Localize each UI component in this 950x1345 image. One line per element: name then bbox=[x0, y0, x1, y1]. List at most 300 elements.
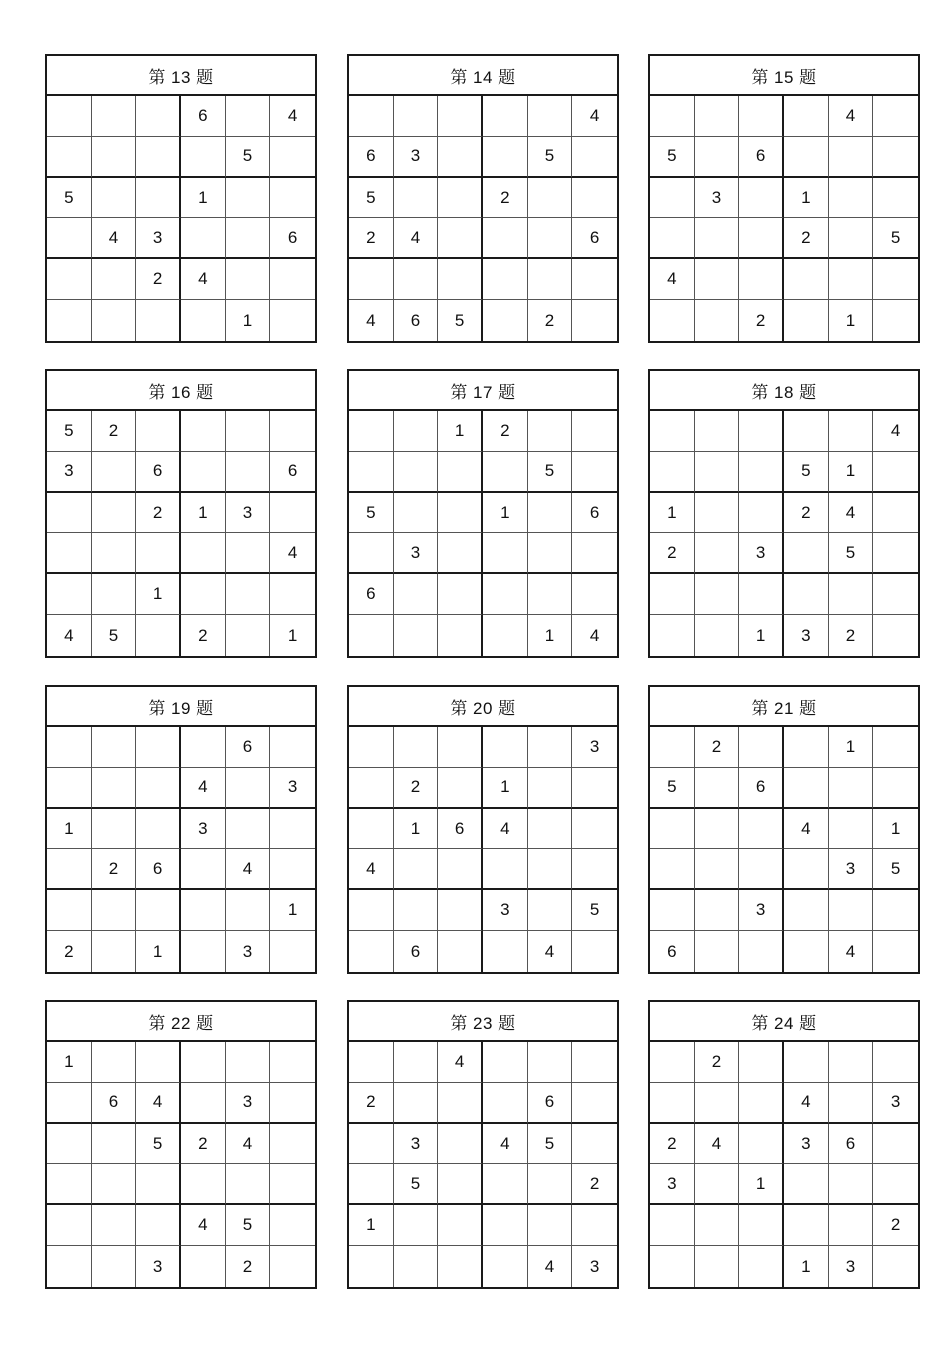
grid-cell: 2 bbox=[784, 493, 829, 534]
grid-cell: 4 bbox=[829, 493, 874, 534]
grid-cell: 2 bbox=[181, 615, 226, 656]
grid-cell bbox=[92, 96, 137, 137]
grid-cell bbox=[695, 849, 740, 890]
grid-cell bbox=[739, 809, 784, 850]
grid-cell: 4 bbox=[589, 625, 600, 645]
grid-cell: 1 bbox=[873, 809, 918, 850]
grid-cell bbox=[47, 493, 92, 534]
grid-cell bbox=[572, 452, 617, 493]
grid-cell bbox=[349, 96, 394, 137]
grid-cell bbox=[47, 1246, 92, 1287]
grid-cell bbox=[650, 411, 695, 452]
grid-cell bbox=[226, 218, 271, 259]
grid-cell bbox=[181, 411, 226, 452]
grid-cell: 4 bbox=[394, 218, 439, 259]
grid-cell bbox=[528, 96, 573, 137]
grid-cell bbox=[739, 452, 784, 493]
grid-cell bbox=[695, 218, 740, 259]
grid-cell bbox=[528, 218, 573, 259]
grid-cell bbox=[438, 493, 483, 534]
grid-cell bbox=[226, 96, 271, 137]
grid-cell: 2 bbox=[829, 615, 874, 656]
sudoku-grid bbox=[349, 727, 617, 972]
grid-cell bbox=[438, 574, 483, 615]
grid-cell bbox=[136, 178, 181, 219]
grid-cell: 5 bbox=[92, 615, 137, 656]
grid-cell: 2 bbox=[572, 1164, 617, 1205]
grid-cell: 1 bbox=[47, 1042, 92, 1083]
grid-cell bbox=[829, 218, 874, 259]
grid-cell bbox=[394, 1205, 439, 1246]
grid-cell bbox=[270, 411, 315, 452]
puzzle-box bbox=[648, 54, 920, 343]
grid-cell bbox=[47, 259, 92, 300]
grid-cell bbox=[92, 768, 137, 809]
grid-cell bbox=[136, 137, 181, 178]
grid-cell bbox=[695, 768, 740, 809]
grid-cell: 5 bbox=[349, 493, 394, 534]
sudoku-grid bbox=[47, 1042, 315, 1287]
grid-cell bbox=[483, 1042, 528, 1083]
grid-cell bbox=[226, 890, 271, 931]
grid-cell bbox=[394, 1042, 439, 1083]
grid-cell bbox=[394, 259, 439, 300]
grid-cell bbox=[650, 452, 695, 493]
grid-cell: 5 bbox=[784, 452, 829, 493]
puzzle-box bbox=[45, 369, 317, 658]
grid-cell: 1 bbox=[784, 178, 829, 219]
grid-cell bbox=[873, 1042, 918, 1083]
grid-cell: 4 bbox=[226, 849, 271, 890]
grid-cell: 1 bbox=[349, 1205, 394, 1246]
grid-cell: 4 bbox=[784, 809, 829, 850]
grid-cell: 3 bbox=[739, 533, 784, 574]
grid-cell: 4 bbox=[136, 1083, 181, 1124]
sudoku-grid bbox=[349, 1042, 617, 1287]
grid-cell bbox=[528, 1042, 573, 1083]
grid-cell bbox=[270, 137, 315, 178]
grid-cell bbox=[483, 1205, 528, 1246]
grid-cell bbox=[528, 809, 573, 850]
grid-cell: 2 bbox=[226, 1246, 271, 1287]
grid-cell: 1 bbox=[394, 809, 439, 850]
puzzle-box bbox=[648, 685, 920, 974]
grid-cell bbox=[784, 300, 829, 341]
grid-cell bbox=[483, 1083, 528, 1124]
grid-cell bbox=[181, 1042, 226, 1083]
grid-cell bbox=[784, 533, 829, 574]
grid-cell bbox=[650, 615, 695, 656]
grid-cell: 6 bbox=[136, 452, 181, 493]
puzzle-title: 第 21 题 bbox=[650, 687, 918, 727]
grid-cell bbox=[349, 890, 394, 931]
grid-cell: 2 bbox=[349, 1083, 394, 1124]
sudoku-grid bbox=[650, 1042, 918, 1287]
grid-cell: 1 bbox=[829, 300, 874, 341]
grid-cell bbox=[650, 218, 695, 259]
grid-cell: 2 bbox=[349, 218, 394, 259]
grid-cell bbox=[695, 574, 740, 615]
grid-cell: 1 bbox=[483, 493, 528, 534]
grid-cell bbox=[528, 890, 573, 931]
grid-cell bbox=[739, 1083, 784, 1124]
grid-cell: 2 bbox=[92, 411, 137, 452]
grid-cell: 3 bbox=[226, 493, 271, 534]
grid-cell bbox=[226, 768, 271, 809]
grid-cell bbox=[528, 849, 573, 890]
grid-cell bbox=[47, 218, 92, 259]
grid-cell bbox=[829, 259, 874, 300]
grid-cell bbox=[650, 809, 695, 850]
grid-cell bbox=[829, 1164, 874, 1205]
grid-cell bbox=[572, 1124, 617, 1165]
grid-cell bbox=[438, 768, 483, 809]
grid-cell: 1 bbox=[650, 493, 695, 534]
grid-cell bbox=[784, 849, 829, 890]
grid-cell bbox=[650, 96, 695, 137]
puzzle-box bbox=[347, 369, 619, 658]
grid-cell bbox=[572, 1083, 617, 1124]
grid-cell bbox=[483, 452, 528, 493]
grid-cell bbox=[572, 411, 617, 452]
grid-cell bbox=[873, 615, 918, 656]
grid-cell bbox=[483, 574, 528, 615]
grid-cell bbox=[394, 615, 439, 656]
grid-cell bbox=[784, 96, 829, 137]
grid-cell bbox=[136, 768, 181, 809]
grid-cell: 6 bbox=[528, 1083, 573, 1124]
grid-cell: 6 bbox=[181, 96, 226, 137]
grid-cell: 6 bbox=[270, 452, 315, 493]
grid-cell bbox=[650, 1042, 695, 1083]
grid-cell bbox=[47, 137, 92, 178]
grid-cell bbox=[695, 1205, 740, 1246]
grid-cell bbox=[438, 615, 483, 656]
grid-cell bbox=[136, 1205, 181, 1246]
grid-cell: 1 bbox=[181, 493, 226, 534]
grid-cell: 5 bbox=[47, 178, 92, 219]
grid-cell bbox=[572, 259, 617, 300]
grid-cell bbox=[226, 1042, 271, 1083]
grid-cell: 6 bbox=[438, 809, 483, 850]
grid-cell bbox=[829, 137, 874, 178]
grid-cell: 3 bbox=[829, 849, 874, 890]
grid-cell: 6 bbox=[829, 1124, 874, 1165]
grid-cell: 1 bbox=[226, 300, 271, 341]
puzzle-box bbox=[648, 1000, 920, 1289]
grid-cell bbox=[349, 452, 394, 493]
grid-cell bbox=[394, 96, 439, 137]
puzzle-title: 第 17 题 bbox=[349, 371, 617, 411]
grid-cell bbox=[349, 1164, 394, 1205]
grid-cell: 6 bbox=[226, 727, 271, 768]
grid-cell bbox=[92, 1042, 137, 1083]
puzzle-box bbox=[45, 685, 317, 974]
grid-cell bbox=[873, 178, 918, 219]
grid-cell: 3 bbox=[483, 890, 528, 931]
grid-cell bbox=[438, 452, 483, 493]
grid-cell: 1 bbox=[270, 890, 315, 931]
grid-cell: 5 bbox=[226, 137, 271, 178]
sudoku-grid bbox=[650, 727, 918, 972]
grid-cell bbox=[270, 1124, 315, 1165]
grid-cell bbox=[483, 218, 528, 259]
grid-cell bbox=[92, 452, 137, 493]
grid-cell: 3 bbox=[394, 1124, 439, 1165]
grid-cell bbox=[784, 1042, 829, 1083]
grid-cell: 2 bbox=[136, 493, 181, 534]
grid-cell bbox=[739, 411, 784, 452]
grid-cell bbox=[92, 809, 137, 850]
grid-cell: 4 bbox=[829, 96, 874, 137]
grid-cell bbox=[572, 1205, 617, 1246]
grid-cell bbox=[349, 931, 394, 972]
grid-cell bbox=[695, 411, 740, 452]
grid-cell bbox=[873, 452, 918, 493]
grid-cell bbox=[349, 1042, 394, 1083]
grid-cell bbox=[572, 574, 617, 615]
grid-cell: 6 bbox=[650, 931, 695, 972]
grid-cell: 4 bbox=[650, 259, 695, 300]
grid-cell bbox=[47, 849, 92, 890]
grid-cell: 2 bbox=[739, 300, 784, 341]
grid-cell bbox=[739, 218, 784, 259]
grid-cell bbox=[47, 727, 92, 768]
grid-cell bbox=[739, 96, 784, 137]
grid-cell bbox=[226, 574, 271, 615]
grid-cell: 1 bbox=[739, 615, 784, 656]
grid-cell bbox=[695, 1246, 740, 1287]
puzzle-box bbox=[45, 54, 317, 343]
grid-cell bbox=[270, 1246, 315, 1287]
grid-cell bbox=[739, 1246, 784, 1287]
grid-cell bbox=[349, 259, 394, 300]
grid-cell bbox=[829, 809, 874, 850]
grid-cell: 6 bbox=[739, 768, 784, 809]
grid-cell bbox=[695, 615, 740, 656]
grid-cell bbox=[92, 1164, 137, 1205]
grid-cell bbox=[873, 931, 918, 972]
grid-cell: 4 bbox=[438, 1042, 483, 1083]
grid-cell: 4 bbox=[829, 931, 874, 972]
sudoku-grid bbox=[349, 96, 617, 341]
grid-cell bbox=[829, 768, 874, 809]
grid-cell bbox=[226, 809, 271, 850]
grid-cell bbox=[829, 411, 874, 452]
grid-cell bbox=[394, 727, 439, 768]
grid-cell bbox=[349, 1246, 394, 1287]
grid-cell bbox=[650, 300, 695, 341]
grid-cell: 4 bbox=[270, 96, 315, 137]
grid-cell: 5 bbox=[528, 137, 573, 178]
grid-cell bbox=[572, 137, 617, 178]
grid-cell bbox=[695, 452, 740, 493]
grid-cell: 1 bbox=[136, 574, 181, 615]
puzzle-title: 第 16 题 bbox=[47, 371, 315, 411]
grid-cell bbox=[438, 1083, 483, 1124]
grid-cell: 4 bbox=[270, 533, 315, 574]
grid-cell bbox=[438, 1205, 483, 1246]
grid-cell: 4 bbox=[528, 931, 573, 972]
grid-cell bbox=[483, 931, 528, 972]
grid-cell: 3 bbox=[784, 615, 829, 656]
grid-cell: 3 bbox=[394, 137, 439, 178]
grid-cell bbox=[572, 809, 617, 850]
grid-cell: 1 bbox=[438, 411, 483, 452]
grid-cell bbox=[739, 1042, 784, 1083]
grid-cell bbox=[270, 931, 315, 972]
grid-cell bbox=[739, 178, 784, 219]
grid-cell bbox=[739, 1124, 784, 1165]
grid-cell: 5 bbox=[136, 1124, 181, 1165]
grid-cell: 4 bbox=[572, 96, 617, 137]
grid-cell bbox=[394, 411, 439, 452]
grid-cell bbox=[92, 1124, 137, 1165]
grid-cell: 4 bbox=[92, 218, 137, 259]
grid-cell: 2 bbox=[483, 178, 528, 219]
grid-cell bbox=[784, 1164, 829, 1205]
puzzle-title: 第 19 题 bbox=[47, 687, 315, 727]
grid-cell: 4 bbox=[695, 1124, 740, 1165]
grid-cell bbox=[270, 1164, 315, 1205]
grid-cell: 3 bbox=[873, 1083, 918, 1124]
grid-cell bbox=[873, 727, 918, 768]
grid-cell bbox=[181, 1164, 226, 1205]
grid-cell bbox=[873, 1124, 918, 1165]
grid-cell bbox=[873, 1164, 918, 1205]
grid-cell bbox=[695, 300, 740, 341]
grid-cell bbox=[181, 218, 226, 259]
grid-cell: 2 bbox=[528, 300, 573, 341]
grid-cell bbox=[695, 533, 740, 574]
grid-cell bbox=[270, 727, 315, 768]
grid-cell: 4 bbox=[226, 1124, 271, 1165]
grid-cell bbox=[394, 1083, 439, 1124]
grid-cell: 6 bbox=[349, 574, 394, 615]
grid-cell bbox=[47, 96, 92, 137]
grid-cell bbox=[181, 452, 226, 493]
grid-cell bbox=[695, 931, 740, 972]
grid-cell bbox=[136, 1042, 181, 1083]
grid-cell bbox=[829, 574, 874, 615]
puzzle-title: 第 13 题 bbox=[47, 56, 315, 96]
grid-cell bbox=[528, 574, 573, 615]
grid-cell bbox=[47, 1083, 92, 1124]
grid-cell bbox=[528, 768, 573, 809]
grid-cell: 3 bbox=[829, 1246, 874, 1287]
grid-cell bbox=[695, 493, 740, 534]
grid-cell bbox=[181, 849, 226, 890]
grid-cell: 6 bbox=[394, 931, 439, 972]
grid-cell: 3 bbox=[226, 1083, 271, 1124]
grid-cell: 5 bbox=[572, 890, 617, 931]
grid-cell bbox=[528, 1164, 573, 1205]
grid-cell: 6 bbox=[270, 218, 315, 259]
grid-cell bbox=[483, 300, 528, 341]
grid-cell bbox=[47, 1124, 92, 1165]
grid-cell bbox=[739, 727, 784, 768]
grid-cell bbox=[181, 727, 226, 768]
grid-cell bbox=[270, 178, 315, 219]
grid-cell: 1 bbox=[829, 727, 874, 768]
grid-cell bbox=[438, 178, 483, 219]
grid-cell bbox=[695, 809, 740, 850]
grid-cell bbox=[873, 137, 918, 178]
puzzle-box bbox=[347, 685, 619, 974]
grid-cell bbox=[528, 493, 573, 534]
grid-cell bbox=[739, 1205, 784, 1246]
grid-cell bbox=[270, 300, 315, 341]
grid-cell: 3 bbox=[47, 452, 92, 493]
grid-cell bbox=[873, 574, 918, 615]
grid-cell bbox=[784, 411, 829, 452]
grid-cell: 4 bbox=[483, 1124, 528, 1165]
grid-cell: 5 bbox=[438, 300, 483, 341]
grid-cell bbox=[438, 218, 483, 259]
grid-cell bbox=[650, 1205, 695, 1246]
grid-cell bbox=[47, 890, 92, 931]
grid-cell bbox=[483, 137, 528, 178]
grid-cell: 3 bbox=[589, 1256, 600, 1276]
grid-cell: 6 bbox=[349, 137, 394, 178]
grid-cell: 5 bbox=[650, 137, 695, 178]
grid-cell bbox=[438, 96, 483, 137]
grid-cell bbox=[873, 768, 918, 809]
grid-cell bbox=[92, 1205, 137, 1246]
grid-cell bbox=[270, 809, 315, 850]
grid-cell bbox=[739, 259, 784, 300]
sudoku-grid bbox=[650, 96, 918, 341]
grid-cell bbox=[784, 137, 829, 178]
grid-cell bbox=[695, 1164, 740, 1205]
grid-cell bbox=[92, 890, 137, 931]
grid-cell: 2 bbox=[873, 1205, 918, 1246]
grid-cell: 5 bbox=[394, 1164, 439, 1205]
grid-cell bbox=[572, 849, 617, 890]
grid-cell bbox=[483, 259, 528, 300]
grid-cell: 4 bbox=[528, 1246, 573, 1287]
grid-cell: 3 bbox=[784, 1124, 829, 1165]
grid-cell bbox=[181, 890, 226, 931]
grid-cell: 3 bbox=[136, 218, 181, 259]
grid-cell: 4 bbox=[181, 259, 226, 300]
grid-cell bbox=[438, 931, 483, 972]
grid-cell bbox=[136, 300, 181, 341]
grid-cell bbox=[784, 259, 829, 300]
grid-cell bbox=[784, 1205, 829, 1246]
grid-cell: 2 bbox=[650, 1124, 695, 1165]
grid-cell bbox=[270, 493, 315, 534]
grid-cell: 2 bbox=[136, 259, 181, 300]
grid-cell: 2 bbox=[483, 411, 528, 452]
grid-cell: 5 bbox=[349, 178, 394, 219]
grid-cell: 4 bbox=[181, 768, 226, 809]
grid-cell bbox=[438, 1164, 483, 1205]
grid-cell: 1 bbox=[739, 1164, 784, 1205]
grid-cell: 4 bbox=[181, 1205, 226, 1246]
grid-cell bbox=[92, 1246, 137, 1287]
puzzle-box bbox=[45, 1000, 317, 1289]
puzzle-title: 第 23 题 bbox=[349, 1002, 617, 1042]
grid-cell bbox=[92, 300, 137, 341]
grid-cell bbox=[483, 533, 528, 574]
grid-cell bbox=[438, 259, 483, 300]
puzzle-title: 第 18 题 bbox=[650, 371, 918, 411]
grid-cell bbox=[695, 96, 740, 137]
grid-cell bbox=[650, 178, 695, 219]
grid-cell: 1 bbox=[47, 809, 92, 850]
grid-cell bbox=[136, 727, 181, 768]
